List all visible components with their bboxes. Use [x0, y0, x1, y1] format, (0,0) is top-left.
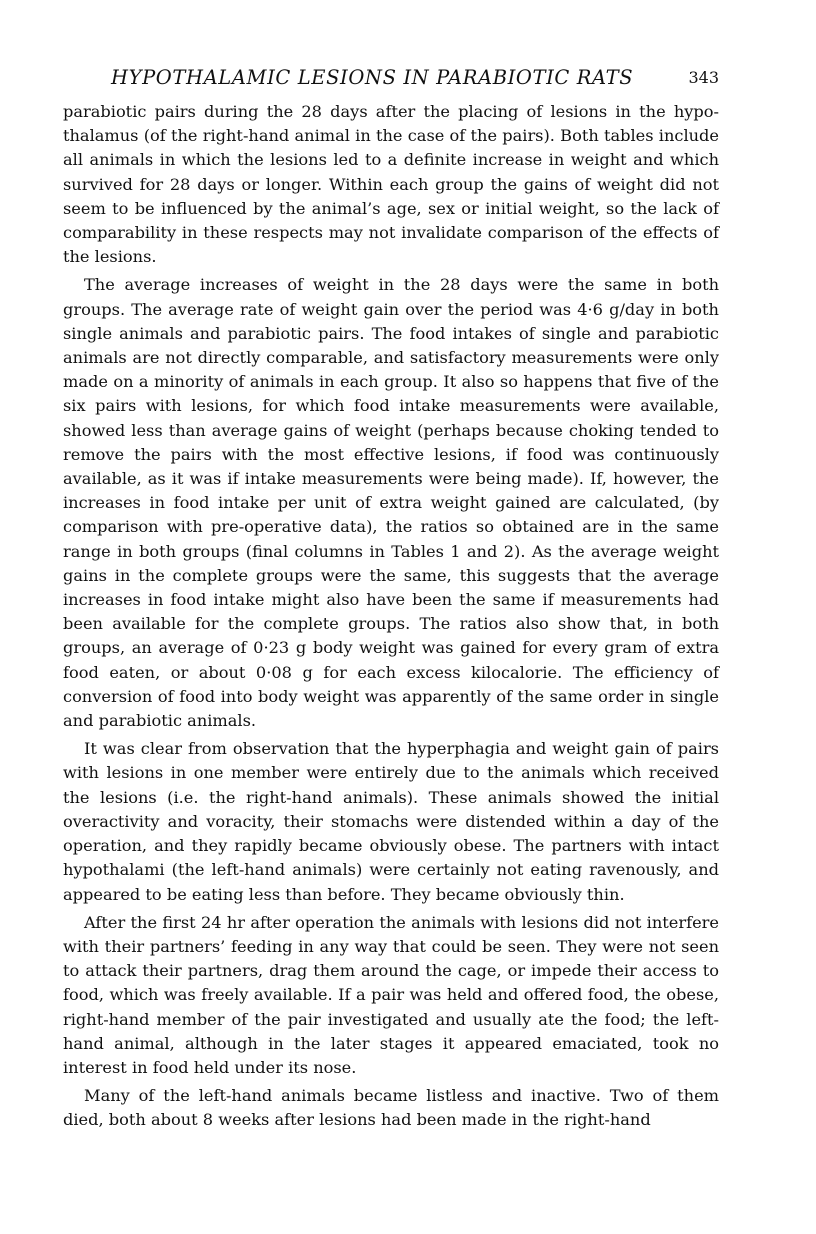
paragraph-continued: parabiotic pairs during the 28 days after the placing of lesions in the hypothalamus (of the right-hand animal in the case of the pairs). Both tables include all animals in which the lesions led to a definite increase in weight and which survived for 28 days or longer. Within each group the gains of weight did not seem to be influenced by the animal’s age, sex or initial weight, so the lack of comparability in these respects may not invalidate comparison of the effects of the lesions. [63, 102, 719, 267]
journal-page [63, 66, 719, 1133]
paragraph-observation: It was clear from observation that the hyperphagia and weight gain of pairs with lesions in one member were entirely due to the animals which received the lesions (i.e. the right-hand animals). These animals showed the initial overactivity and voracity, their stomachs were distended within a day of the operation, and they rapidly became obviously obese. The partners with intact hypothalami (the left-hand animals) were certainly not eating ravenously, and appeared to be eating less than before. They became obviously thin. [63, 739, 719, 904]
paragraph-weight-gain: The average increases of weight in the 28 days were the same in both groups. The average rate of weight gain over the period was 4·6 g/day in both single animals and parabiotic pairs. The food intakes of single and parabiotic animals are not directly comparable, and satisfactory measurements were only made on a minority of animals in each group. It also so happens that five of the six pairs with lesions, for which food intake measurements were available, showed less than average gains of weight (perhaps because choking tended to remove the pairs with the most effective lesions, if food was continuously available, as it was if intake measurements were being made). If, however, the increases in food intake per unit of extra weight gained are calculated, (by comparison with pre-operative data), the ratios so obtained are in the same range in both groups (final columns in Tables 1 and 2). As the average weight gains in the complete groups were the same, this suggests that the average increases in food intake might also have been the same if measurements had been available for the complete groups. The ratios also show that, in both groups, an average of 0·23 g body weight was gained for every gram of extra food eaten, or about 0·08 g for each excess kilocalorie. The efficiency of conversion of food into body weight was apparently of the same order in single and parabiotic animals. [63, 275, 719, 731]
running-title: HYPOTHALAMIC LESIONS IN PARABIOTIC RATS [111, 66, 634, 89]
paragraph-feeding-behaviour: After the first 24 hr after operation the animals with lesions did not interfere with their partners’ feeding in any way that could be seen. They were not seen to attack their partners, drag them around the cage, or impede their access to food, which was freely available. If a pair was held and offered food, the obese, right-hand member of the pair investigated and usually ate the food; the left-hand animal, although in the later stages it appeared emaciated, took no interest in food held under its nose. [63, 912, 719, 1077]
page-number: 343 [688, 68, 719, 87]
running-header [63, 66, 719, 92]
paragraph-left-hand-animals: Many of the left-hand animals became listless and inactive. Two of them died, both about 8 weeks after lesions had been made in the right-hand [63, 1086, 719, 1130]
